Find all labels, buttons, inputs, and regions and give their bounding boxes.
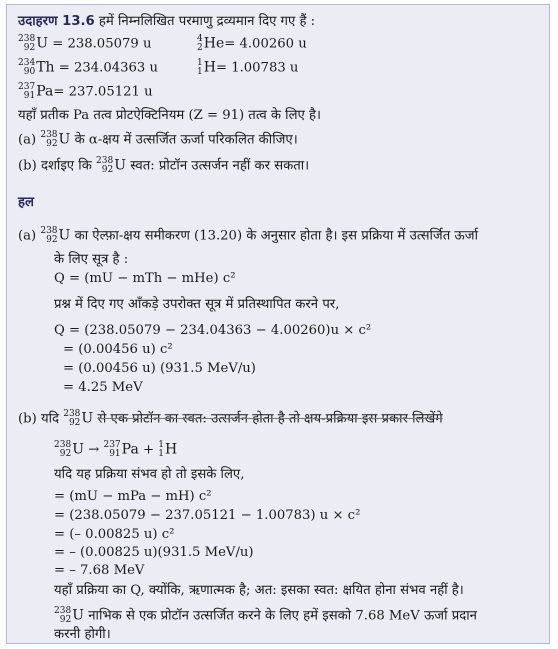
arrow-icon: → — [88, 442, 100, 458]
solution-b-calc-5: = – 7.68 MeV — [54, 563, 145, 578]
solution-a-calc-4: = 4.25 MeV — [63, 380, 143, 395]
mass-value: = 237.05121 u — [53, 84, 153, 100]
example-title-line — [18, 14, 315, 30]
solution-a-calc-3: = (0.00456 u) (931.5 MeV/u) — [63, 361, 256, 376]
element-symbol: Th — [36, 59, 55, 76]
isotope-u238: 238 92 — [18, 34, 36, 53]
symbol-note: यहाँ प्रतीक Pa तत्व प्रोटऐक्टिनियम (Z = 91) तत्व के लिए है। — [18, 108, 322, 123]
solution-b-calc-3: = (– 0.00825 u) c² — [54, 527, 175, 542]
question-b — [18, 157, 309, 175]
mass-value: = 238.05079 u — [52, 36, 152, 52]
question-b-label: (b) — [18, 158, 37, 174]
isotope-u238: 238 92 — [54, 440, 72, 459]
solution-a-line1 — [18, 227, 478, 245]
question-a — [18, 131, 298, 149]
example-box — [6, 4, 550, 644]
isotope-u238: 238 92 — [96, 156, 114, 175]
isotope-th234: 234 90 — [18, 58, 36, 77]
question-a-text: के α-क्षय में उत्सर्जित ऊर्जा परिकलित कीजिए। — [74, 132, 298, 148]
element-symbol: H — [203, 59, 216, 76]
solution-b-calc-1: = (mU − mPa − mH) c² — [54, 489, 212, 504]
mass-row-2 — [18, 59, 158, 77]
isotope-u238: 238 92 — [63, 409, 81, 428]
element-symbol: Pa — [121, 441, 139, 458]
mass-row-3 — [18, 83, 153, 101]
mass-value: = 1.00783 u — [215, 60, 299, 76]
solution-a-substitute: प्रश्न में दिए गए आँकड़े उपरोक्त सूत्र में प्रतिस्थापित करने पर, — [54, 297, 340, 312]
element-symbol: U — [72, 441, 84, 458]
question-b-pre: दर्शाइए कि — [40, 158, 92, 174]
example-title: उदाहरण 13.6 — [18, 14, 95, 29]
plus-sign: + — [143, 442, 155, 458]
isotope-pa237: 237 91 — [103, 440, 121, 459]
element-symbol: H — [165, 441, 178, 458]
solution-a-calc-1: Q = (238.05079 − 234.04363 − 4.00260)u × c² — [54, 323, 372, 338]
solution-b-pre: यदि — [40, 411, 60, 427]
solution-b-final-line1 — [54, 607, 477, 625]
element-symbol: U — [72, 607, 84, 624]
isotope-u238: 238 92 — [54, 606, 72, 625]
element-symbol: U — [58, 227, 71, 244]
isotope-h1: 1 1 — [197, 58, 203, 77]
mass-value: = 234.04363 u — [58, 60, 158, 76]
isotope-he4: 4 2 — [197, 34, 203, 53]
mass-row-1 — [18, 35, 151, 53]
solution-a-calc-2: = (0.00456 u) c² — [63, 342, 173, 357]
element-symbol: U — [114, 157, 127, 174]
solution-a-line2: के लिए सूत्र है : — [54, 252, 129, 267]
element-symbol: U — [81, 410, 94, 427]
element-symbol: He — [203, 35, 225, 52]
isotope-pa237: 237 91 — [18, 82, 36, 101]
solution-b-line1 — [18, 410, 443, 428]
solution-heading: हल — [18, 195, 34, 210]
solution-b-calc-4: = – (0.00825 u)(931.5 MeV/u) — [54, 545, 254, 560]
solution-a-formula: Q = (mU − mTh − mHe) c² — [54, 271, 236, 286]
question-b-text: स्वत: प्रोटॉन उत्सर्जन नहीं कर सकता। — [130, 158, 310, 174]
solution-a-text: का ऐल्फ़ा-क्षय समीकरण (13.20) के अनुसार होता है। इस प्रक्रिया में उत्सर्जित ऊर्जा — [74, 228, 478, 244]
solution-b-final-line2: करनी होगी। — [54, 627, 111, 642]
solution-b-label: (b) — [18, 411, 37, 427]
solution-b-reaction — [54, 441, 177, 459]
element-symbol: U — [36, 35, 48, 52]
mass-row-h — [197, 59, 298, 77]
mass-row-he — [197, 35, 307, 53]
mass-value: = 4.00260 u — [224, 36, 307, 52]
example-intro: हमें निम्नलिखित परमाणु द्रव्यमान दिए गए हैं : — [98, 14, 316, 29]
solution-b-conclusion: यहाँ प्रक्रिया का Q, क्योंकि, ऋणात्मक है; अत: इसका स्वत: क्षयित होना संभव नहीं है। — [54, 583, 464, 598]
solution-b-calc-2: = (238.05079 − 237.05121 − 1.00783) u × c² — [54, 508, 361, 523]
solution-b-condition: यदि यह प्रक्रिया संभव हो तो इसके लिए, — [54, 467, 245, 482]
solution-b-text: से एक प्रोटॉन का स्वत: उत्सर्जन होता है तो क्षय-प्रक्रिया इस प्रकार लिखेंगे — [97, 411, 443, 427]
element-symbol: U — [58, 131, 71, 148]
isotope-h1: 1 1 — [158, 440, 164, 459]
element-symbol: Pa — [36, 83, 54, 100]
isotope-u238: 238 92 — [40, 226, 58, 245]
solution-a-label: (a) — [18, 228, 37, 244]
solution-b-final-text: नाभिक से एक प्रोटॉन उत्सर्जित करने के लिए हमें इसको 7.68 MeV ऊर्जा प्रदान — [88, 608, 477, 624]
question-a-label: (a) — [18, 132, 37, 148]
isotope-u238: 238 92 — [40, 130, 58, 149]
